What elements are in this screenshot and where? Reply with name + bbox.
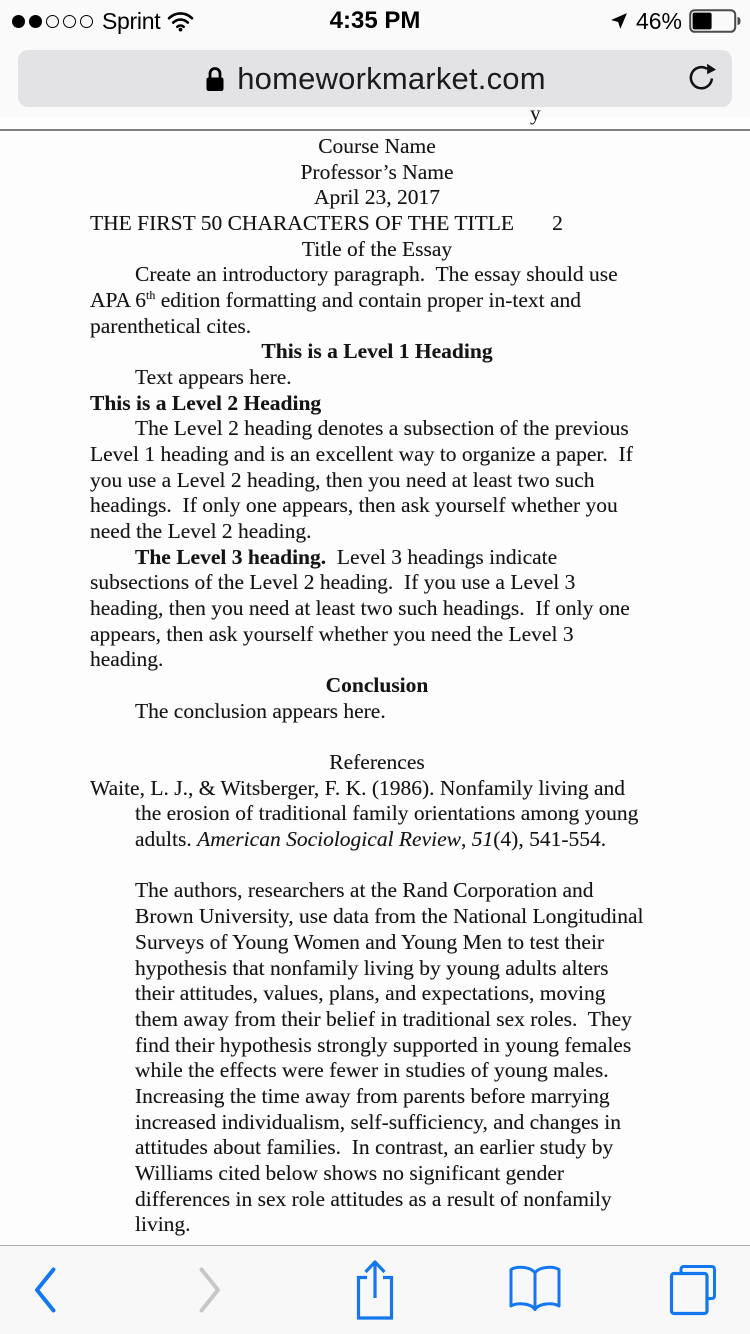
doc-text: April 23, 2017: [313, 185, 440, 210]
back-button[interactable]: [13, 1246, 77, 1334]
url-text: homeworkmarket.com: [237, 60, 546, 96]
doc-line: [90, 134, 664, 160]
doc-text: th: [145, 287, 156, 302]
clipped-text-artifact: y: [530, 101, 541, 125]
page-top-edge: [0, 101, 750, 131]
doc-text: This is a Level 1 Heading: [261, 339, 493, 364]
doc-line: [90, 853, 664, 879]
doc-line: [90, 339, 664, 365]
doc-line: [90, 211, 664, 237]
doc-text: 2: [552, 211, 563, 236]
tabs-icon: [667, 1262, 719, 1318]
location-arrow-icon: [609, 11, 629, 31]
bookmarks-button[interactable]: [503, 1246, 567, 1334]
doc-line: [90, 622, 664, 648]
carrier-label: Sprint: [102, 7, 161, 34]
doc-line: [90, 776, 664, 802]
doc-text: headings. If only one appears, then ask yourself whether you: [90, 493, 618, 518]
doc-text: differences in sex role attitudes as a result of nonfamily: [135, 1186, 612, 1211]
doc-text: American Sociological Review: [197, 827, 461, 852]
reload-button[interactable]: [684, 62, 718, 96]
doc-text: the erosion of traditional family orientations among young: [135, 801, 639, 826]
doc-text: Conclusion: [325, 673, 429, 698]
doc-line: [90, 365, 664, 391]
doc-line: [90, 1110, 664, 1136]
doc-text: hypothesis that nonfamily living by young adults alters: [135, 955, 609, 980]
doc-line: [90, 442, 664, 468]
doc-text: References: [329, 750, 425, 775]
safari-bottom-toolbar: [0, 1245, 750, 1334]
doc-text: heading.: [90, 647, 164, 672]
forward-chevron-icon: [197, 1266, 223, 1314]
doc-text: increased individualism, self-sufficiency, and changes in: [135, 1109, 621, 1134]
tabs-button[interactable]: [661, 1246, 725, 1334]
doc-line: [90, 827, 664, 853]
forward-button[interactable]: [178, 1246, 242, 1334]
doc-line: [90, 801, 664, 827]
doc-text: This is a Level 2 Heading: [90, 390, 322, 415]
doc-text: you use a Level 2 heading, then you need at least two such: [90, 467, 595, 492]
doc-line: [90, 468, 664, 494]
doc-text: appears, then ask yourself whether you need the Level 3: [90, 621, 574, 646]
doc-line: [90, 956, 664, 982]
doc-line: [90, 647, 664, 673]
doc-line: [90, 1212, 664, 1238]
doc-text: 51: [471, 827, 494, 852]
doc-text: The Level 3 heading.: [135, 544, 327, 569]
doc-text: parenthetical cites.: [90, 313, 252, 338]
doc-line: [90, 699, 664, 725]
doc-text: subsections of the Level 2 heading. If you use a Level 3: [90, 570, 576, 595]
doc-text: find their hypothesis strongly supported in young females: [135, 1032, 632, 1057]
doc-text: living.: [135, 1212, 191, 1237]
lock-icon: [204, 65, 226, 93]
doc-text: while the effects were fewer in studies of young males.: [135, 1058, 609, 1083]
doc-text: Text appears here.: [135, 365, 292, 390]
doc-text: APA 6: [90, 288, 146, 313]
doc-line: [90, 519, 664, 545]
doc-text: The conclusion appears here.: [135, 698, 386, 723]
doc-text: Williams cited below shows no significant gender: [135, 1160, 565, 1185]
doc-text: Course Name: [318, 134, 436, 158]
web-content-document[interactable]: [0, 131, 750, 1245]
doc-line: [90, 493, 664, 519]
doc-text: edition formatting and contain proper in-text and: [155, 288, 582, 313]
doc-line: [90, 391, 664, 417]
doc-line: [90, 288, 664, 314]
doc-line: [90, 545, 664, 571]
doc-text: Brown University, use data from the National Longitudinal: [135, 904, 644, 929]
open-book-icon: [506, 1264, 564, 1316]
doc-line: [90, 570, 664, 596]
doc-text: Title of the Essay: [301, 236, 453, 261]
doc-text: adults.: [135, 827, 198, 852]
doc-text: Waite, L. J., & Witsberger, F. K. (1986). Nonfamily living and: [90, 775, 626, 800]
doc-text: their attitudes, values, plans, and expectations, moving: [135, 981, 606, 1006]
doc-line: [90, 262, 664, 288]
doc-line: [90, 237, 664, 263]
doc-line: [90, 596, 664, 622]
doc-line: [90, 1187, 664, 1213]
doc-line: [90, 750, 664, 776]
clock-label: 4:35 PM: [329, 7, 421, 34]
doc-text: Level 1 heading and is an excellent way to organize a paper. If: [90, 442, 633, 467]
doc-line: [90, 185, 664, 211]
status-bar: [0, 0, 750, 42]
battery-percent-label: 46%: [635, 7, 682, 34]
doc-text: Surveys of Young Women and Young Men to test their: [135, 929, 605, 954]
doc-line: [90, 1007, 664, 1033]
doc-line: [90, 1033, 664, 1059]
doc-line: [90, 904, 664, 930]
doc-text: heading, then you need at least two such headings. If only one: [90, 596, 630, 621]
address-bar[interactable]: [18, 50, 732, 107]
browser-top-chrome: [0, 0, 750, 117]
doc-text: them away from their belief in traditional sex roles. They: [135, 1006, 632, 1031]
doc-line: [90, 314, 664, 340]
doc-text: attitudes about families. In contrast, an earlier study by: [135, 1135, 614, 1160]
doc-text: ,: [461, 827, 472, 852]
doc-line: [90, 930, 664, 956]
doc-line: [90, 724, 664, 750]
doc-line: [90, 878, 664, 904]
doc-line: [90, 416, 664, 442]
doc-text: Level 3 headings indicate: [326, 544, 558, 569]
doc-text: Create an introductory paragraph. The essay should use: [135, 262, 618, 287]
doc-text: need the Level 2 heading.: [90, 519, 312, 544]
doc-line: [90, 1135, 664, 1161]
doc-line: [90, 673, 664, 699]
doc-line: [90, 1084, 664, 1110]
doc-line: [90, 981, 664, 1007]
doc-text: (4), 541-554.: [493, 827, 607, 852]
battery-icon: [689, 9, 741, 33]
status-right-cluster: [609, 0, 741, 42]
doc-text: The Level 2 heading denotes a subsection of the previous: [135, 416, 629, 441]
doc-text: The authors, researchers at the Rand Corporation and: [135, 878, 594, 903]
back-chevron-icon: [32, 1266, 58, 1314]
share-button[interactable]: [343, 1246, 407, 1334]
doc-text: THE FIRST 50 CHARACTERS OF THE TITLE: [90, 211, 515, 236]
doc-text: Professor’s Name: [300, 159, 454, 184]
doc-text: Increasing the time away from parents before marrying: [135, 1083, 610, 1108]
doc-line: [90, 1058, 664, 1084]
doc-line: [90, 1161, 664, 1187]
share-icon: [350, 1258, 400, 1322]
doc-line: [90, 160, 664, 186]
